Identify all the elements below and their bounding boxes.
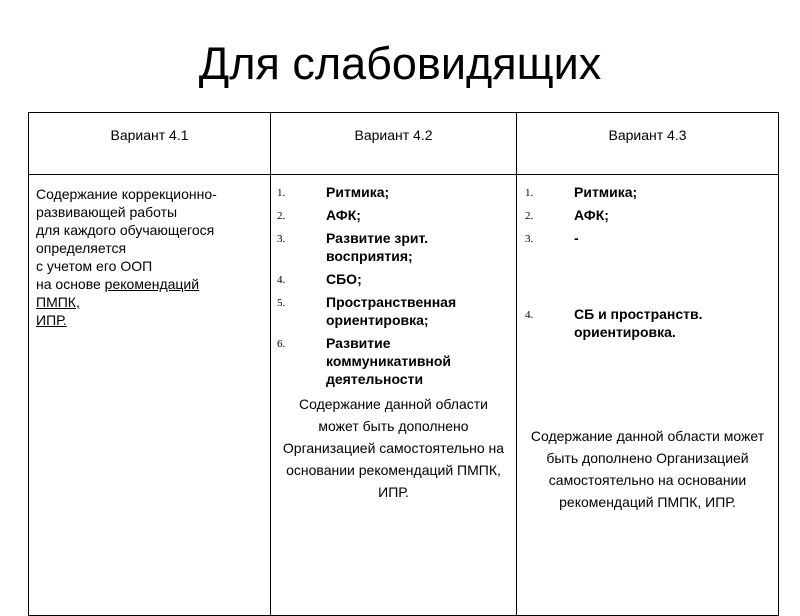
content-row (29, 175, 779, 616)
variants-table (28, 112, 779, 616)
text-line: ИПР. (36, 312, 67, 328)
page-title: Для слабовидящих (198, 38, 602, 89)
header-variant-4-1: Вариант 4.1 (29, 113, 271, 175)
header-variant-4-3: Вариант 4.3 (517, 113, 779, 175)
list-item: 4. СБО; (277, 271, 362, 287)
text-fragment: на основе (36, 276, 105, 292)
text-line: с учетом его ООП (36, 258, 153, 274)
text-line-recommendations (36, 275, 264, 293)
text-line: Содержание коррекционно- (36, 186, 217, 202)
text-line: развивающей работы (36, 204, 178, 220)
list-item: 5. Пространственная ориентировка; (277, 294, 457, 328)
cell-variant-4-1 (29, 175, 271, 616)
list-item: 4. СБ и пространств. ориентировка. (525, 306, 703, 340)
subjects-list-4-3 (517, 175, 778, 341)
content-note: Содержание данной области может быть дополнено Организацией самостоятельно на основании рекомендаций ПМПК, ИПР. (282, 396, 505, 500)
list-item: 2. АФК; (525, 207, 609, 223)
list-item: 3. Развитие зрит. восприятия; (277, 230, 429, 264)
list-item: 2. АФК; (277, 207, 361, 223)
list-item: 3. - (525, 230, 579, 246)
correction-work-text (29, 175, 270, 329)
list-item: 1. Ритмика; (525, 184, 638, 200)
content-note: Содержание данной области может быть дополнено Организацией самостоятельно на основании рекомендаций ПМПК, ИПР. (530, 428, 765, 510)
list-spacer (517, 252, 778, 300)
text-line: для каждого обучающегося (36, 222, 215, 238)
cell-variant-4-3 (517, 175, 779, 616)
list-item: 1. Ритмика; (277, 184, 390, 200)
underlined-recommendations: рекомендаций (104, 276, 200, 292)
text-line: ПМПК, (36, 294, 80, 310)
header-row (29, 113, 779, 175)
cell-variant-4-2 (271, 175, 517, 616)
subjects-list-4-2 (271, 175, 516, 388)
list-item: 6. Развитие коммуникативной деятельности (277, 335, 452, 387)
header-variant-4-2: Вариант 4.2 (271, 113, 517, 175)
text-line: определяется (36, 240, 127, 256)
